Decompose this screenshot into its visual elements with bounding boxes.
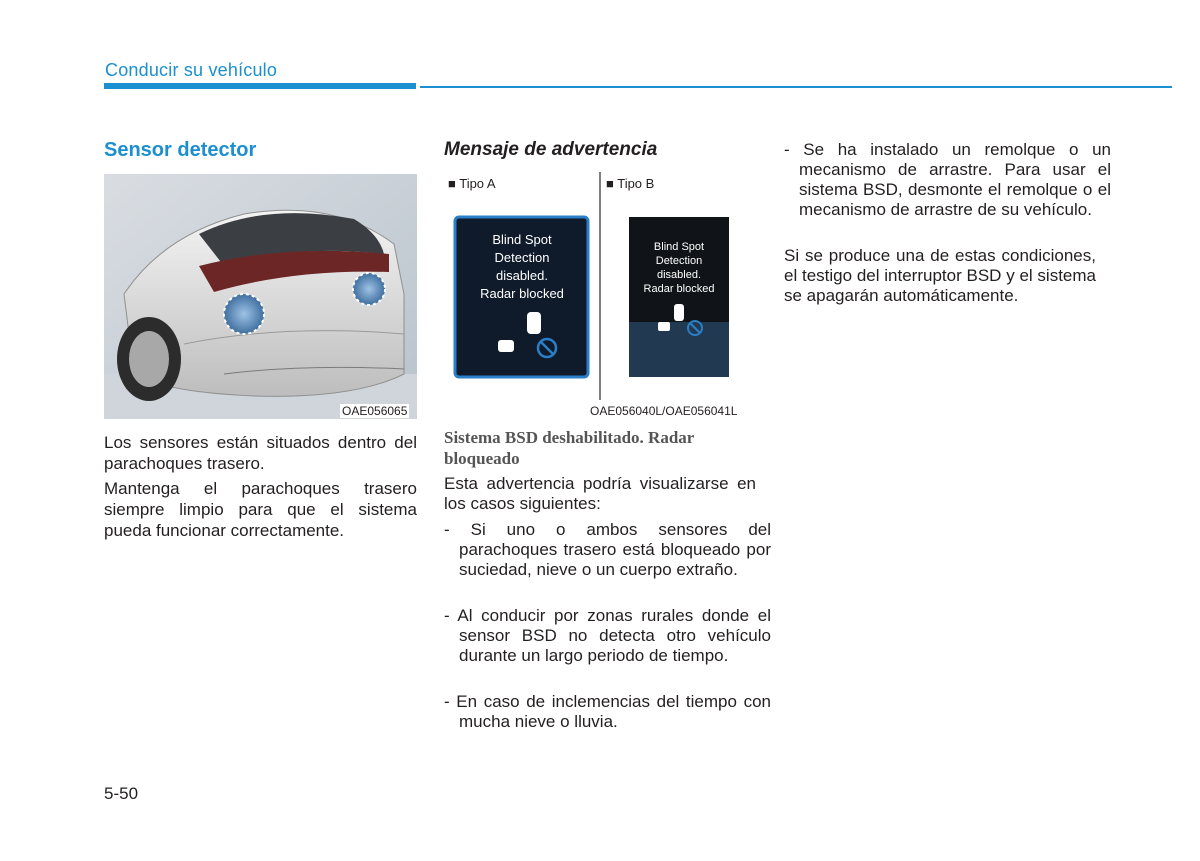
type-b-line-3: disabled. [656,269,702,281]
header-rule-thick [104,83,416,89]
running-header: Conducir su vehículo [105,60,278,80]
header-rule-thin [420,86,1172,88]
type-a-line-1: Blind Spot [492,232,552,247]
section-title: Sensor detector [104,139,257,161]
paragraph-sensor-location: Los sensores están situados dentro del parachoques trasero. [104,433,417,473]
figure-code-car: OAE056065 [342,404,408,418]
type-b-line-2: Detection [655,255,703,267]
bullet-sensor-blocked: - Si uno o ambos sensores del parachoques trasero está bloqueado por suciedad, nieve o un cuerpo extraño. [444,520,771,579]
warning-message-figure [444,172,757,419]
figure-caption: Sistema BSD deshabilitado. Radar bloqueado [444,428,695,468]
type-b-label: ■ Tipo B [606,176,655,191]
type-a-line-3: disabled. [495,268,549,283]
subsection-title: Mensaje de advertencia [444,139,658,160]
page-number: 5-50 [104,784,139,803]
type-b-line-4: Radar blocked [643,283,715,295]
bullet-rural-zones: - Al conducir por zonas rurales donde el sensor BSD no detecta otro vehículo durante un largo periodo de tiempo. [444,606,771,665]
bullet-trailer: - Se ha instalado un remolque o un mecanismo de arrastre. Para usar el sistema BSD, desmonte el remolque o el mecanismo de arrastre de su vehículo. [784,140,1111,219]
car-rear-illustration [104,174,417,419]
paragraph-auto-off: Si se produce una de estas condiciones, el testigo del interruptor BSD y el sistema se apagarán automáticamente. [784,246,1096,305]
figure-code-warning: OAE056040L/OAE056041L [590,404,738,418]
type-b-line-1: Blind Spot [653,241,705,253]
type-a-line-4: Radar blocked [480,286,564,301]
type-a-line-2: Detection [494,250,550,265]
bullet-bad-weather: - En caso de inclemencias del tiempo con mucha nieve o lluvia. [444,692,771,731]
type-a-label: ■ Tipo A [448,176,496,191]
paragraph-intro: Esta advertencia podría visualizarse en los casos siguientes: [444,474,756,513]
paragraph-keep-clean: Mantenga el parachoques trasero siempre limpio para que el sistema pueda funcionar correctamente. [104,479,417,540]
